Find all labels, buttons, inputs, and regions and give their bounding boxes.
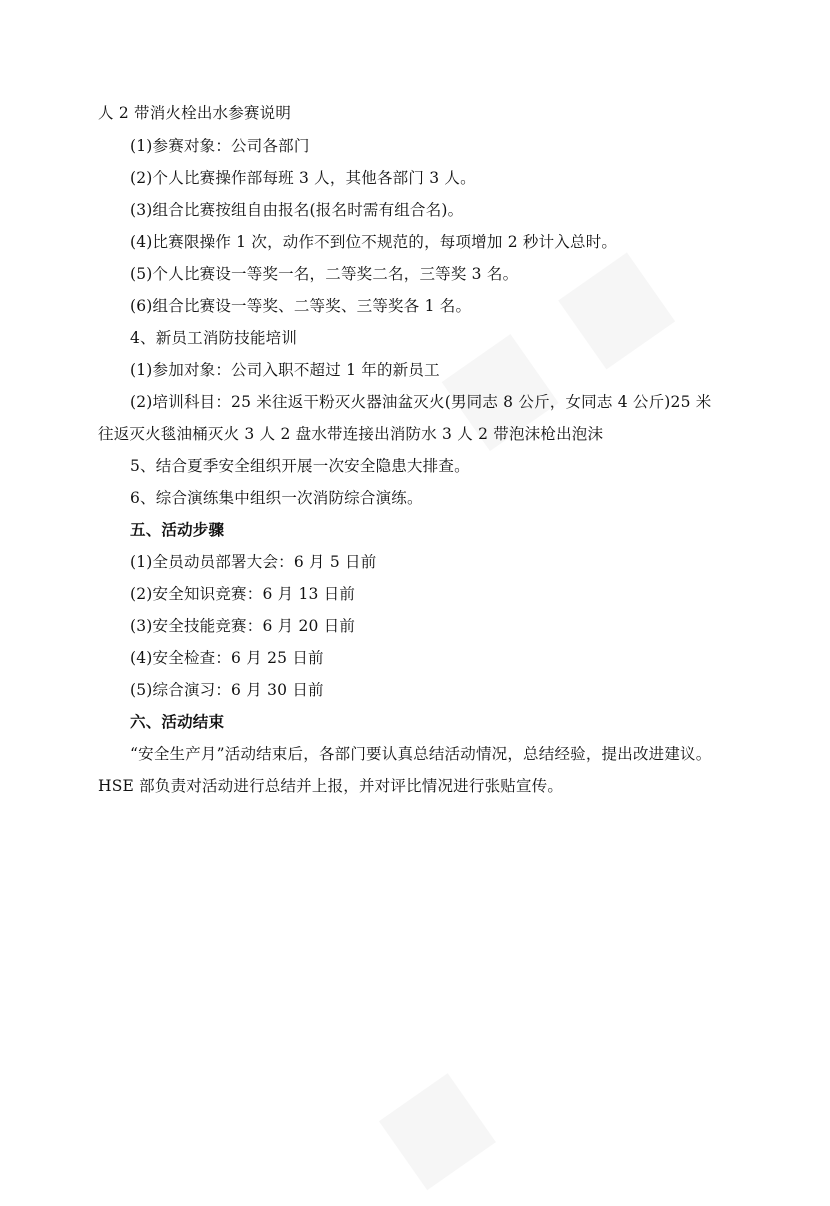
section-heading: 六、活动结束 xyxy=(130,712,225,731)
section-heading: 4、新员工消防技能培训 xyxy=(130,329,298,347)
text-line: (1)参赛对象：公司各部门 xyxy=(130,137,310,155)
text-line: (4)安全检查：6 月 25 日前 xyxy=(130,649,324,667)
text-line: (2)安全知识竞赛：6 月 13 日前 xyxy=(130,585,356,603)
text-line: (1)全员动员部署大会：6 月 5 日前 xyxy=(130,553,377,571)
text-line: (4)比赛限操作 1 次，动作不到位不规范的，每项增加 2 秒计入总时。 xyxy=(130,233,618,251)
text-line: 6、综合演练集中组织一次消防综合演练。 xyxy=(130,489,423,507)
section-heading: 五、活动步骤 xyxy=(130,520,225,539)
text-line: (2)个人比赛操作部每班 3 人，其他各部门 3 人。 xyxy=(130,169,476,187)
text-line: 往返灭火毯油桶灭火 3 人 2 盘水带连接出消防水 3 人 2 带泡沫枪出泡沫 xyxy=(98,425,604,443)
text-line: (5)综合演习：6 月 30 日前 xyxy=(130,681,324,699)
watermark-bottom xyxy=(353,1042,512,1206)
paragraph: “安全生产月”活动结束后，各部门要认真总结活动情况，总结经验，提出改进建议。HSE 部负责对活动进行总结并上报，并对评比情况进行张贴宣传。 xyxy=(98,745,712,795)
text-line: 5、结合夏季安全组织开展一次安全隐患大排查。 xyxy=(130,457,470,475)
text-line: (2)培训科目：25 米往返干粉灭火器油盆灭火(男同志 8 公斤，女同志 4 公斤)25 米 xyxy=(130,393,712,411)
text-line: (3)安全技能竞赛：6 月 20 日前 xyxy=(130,617,356,635)
text-line: (1)参加对象：公司入职不超过 1 年的新员工 xyxy=(130,361,440,379)
text-line: (6)组合比赛设一等奖、二等奖、三等奖各 1 名。 xyxy=(130,297,472,315)
text-line: (3)组合比赛按组自由报名(报名时需有组合名)。 xyxy=(130,201,464,219)
text-line: (5)个人比赛设一等奖一名，二等奖二名，三等奖 3 名。 xyxy=(130,265,519,283)
text-line: 人 2 带消火栓出水参赛说明 xyxy=(98,104,292,122)
